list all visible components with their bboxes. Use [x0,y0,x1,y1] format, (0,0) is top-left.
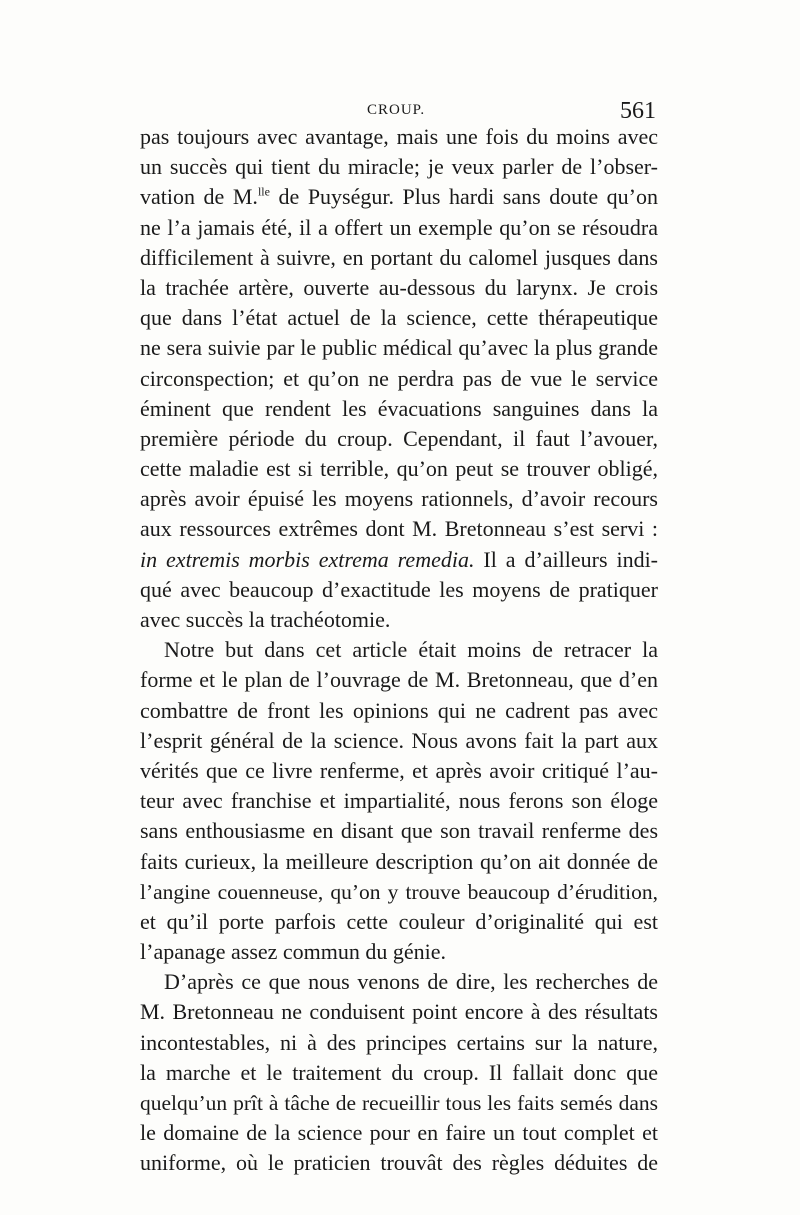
text-line: D’après ce que nous venons de dire, les recherches de [164,969,658,995]
page-number: 561 [620,98,656,124]
text-line: après avoir épuisé les moyens rationnels, d’avoir recours [140,486,658,512]
superscript: lle [257,185,270,200]
text-line: l’angine couenneuse, qu’on y trouve beaucoup d’érudition, [140,879,658,904]
text-line [140,182,658,212]
text-line: difficilement à suivre, en portant du calomel jusques dans [140,244,658,270]
text-line: sans enthousiasme en disant que son travail renferme des [140,818,658,844]
text-line: vérités que ce livre renferme, et après avoir critiqué l’au- [140,757,658,783]
text-line: faits curieux, la meilleure description qu’on ait donnée de [140,848,658,874]
text-line: forme et le plan de l’ouvrage de M. Bretonneau, que d’en [140,667,658,693]
text-line: avec succès la trachéotomie. [140,607,391,632]
text-line: première période du croup. Cependant, il faut l’avouer, [140,425,658,451]
text-fragment: vation de [140,184,225,210]
text-line: un succès qui tient du miracle; je veux parler de l’obser- [140,154,658,180]
body-text [140,122,658,1179]
text-line: cette maladie est si terrible, qu’on peut se trouver obligé, [140,456,658,482]
text-line: incontestables, ni à des principes certains sur la nature, [140,1029,658,1055]
running-title: CROUP. [367,102,426,118]
text-line: le domaine de la science pour en faire un tout complet et [140,1120,658,1146]
text-line: quelqu’un prît à tâche de recueillir tous les faits semés dans [140,1091,658,1115]
text-line: aux ressources extrêmes dont M. Bretonneau s’est servi : [140,516,658,542]
text-line: M. Bretonneau ne conduisent point encore à des résultats [140,999,658,1025]
text-line: la marche et le traitement du croup. Il fallait donc que [140,1059,658,1085]
text-fragment: de Puységur. Plus hardi sans doute qu’on [278,184,658,210]
text-line: ne sera suivie par le public médical qu’avec la plus grande [140,335,658,361]
latin-quote: in extremis morbis extrema remedia. [140,546,475,572]
text-line: teur avec franchise et impartialité, nous ferons son éloge [140,788,658,814]
text-line: pas toujours avec avantage, mais une fois du moins avec [140,124,658,149]
abbreviation: M. [232,184,258,210]
text-line: circonspection; et qu’on ne perdra pas de vue le service [140,365,658,391]
text-line: éminent que rendent les évacuations sanguines dans la [140,395,658,421]
text-line: la trachée artère, ouverte au-dessous du larynx. Je crois [140,274,658,300]
text-line: combattre de front les opinions qui ne cadrent pas avec [140,697,658,723]
text-line: l’apanage assez commun du génie. [140,939,447,965]
text-line: uniforme, où le praticien trouvât des règles déduites de [140,1150,658,1176]
text-line: qué avec beaucoup d’exactitude les moyens de pratiquer [140,576,658,602]
text-line [140,545,658,575]
text-line: Notre but dans cet article était moins de retracer la [164,637,658,663]
text-line: ne l’a jamais été, il a offert un exemple qu’on se résoudra [140,214,658,240]
text-fragment: Il a d’ailleurs indi- [483,546,659,572]
text-line: que dans l’état actuel de la science, cette thérapeutique [140,305,658,331]
text-line: l’esprit général de la science. Nous avons fait la part aux [140,727,658,753]
text-line: et qu’il porte parfois cette couleur d’originalité qui est [140,908,658,934]
